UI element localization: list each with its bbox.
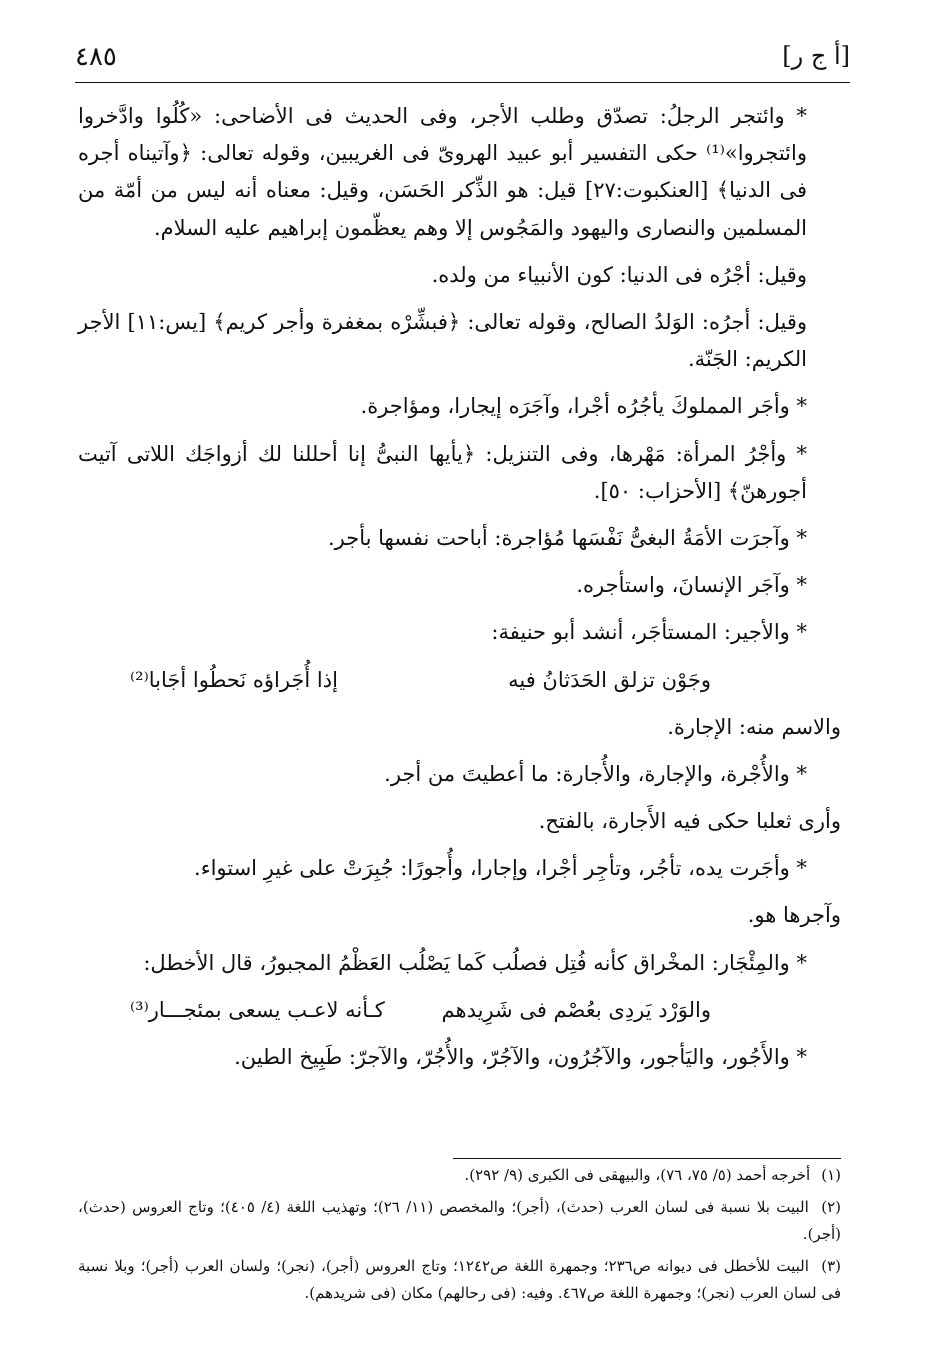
entry-body [78,98,841,1086]
root-heading: [أ ج ر] [782,42,850,70]
footnote-2-text: البيت بلا نسبة فى لسان العرب (حدث)، (أجر)؛ والمخصص (١١/ ٢٦)؛ وتهذيب اللغة (٤/ ٤٠٥)؛ وتاج العروس (حدث)، (أجر). [78,1198,841,1243]
verse-2-second-hemistich: كـأنه لاعـب يسعى بمئجـــار⁽³⁾ [130,997,385,1022]
paragraph-ajar-mamluk: * وأجَر المملوكَ يأجُرُه أجْرا، وآجَرَه إيجارا، ومؤاجرة. [360,394,807,419]
page-number: ٤٨٥ [75,42,117,72]
paragraph-ajar-insan: * وآجَر الإنسانَ، واستأجره. [576,573,807,598]
paragraph-ajr-mar-a: * وأجْرُ المرأة: مَهْرها، وفى التنزيل: ﴿يأيها النبىُّ إنا أحللنا لك أزواجَك اللاتى آتيت أجورهنّ﴾ [الأحزاب: ٥٠]. [78,441,807,503]
paragraph-ajruhu-walad: وقيل: أجرُه: الوَلدُ الصالح، وقوله تعالى: ﴿فبشِّرْه بمغفرة وأجر كريم﴾ [يس:١١] الأجر الكريم: الجَنّة. [78,310,807,372]
verse-1-second-hemistich: إذا أُجَراؤه نَحطُوا أجَابا⁽²⁾ [130,667,338,692]
footnote-1 [78,1162,841,1189]
paragraph-mi-jar: * والمِئْجَار: المخْراق كأنه فُتِل فصلُب كَما يَصْلُب العَظْمُ المجبورُ، قال الأخطل: [143,950,807,975]
paragraph-ietajar: * وائتجر الرجلُ: تصدّق وطلب الأجر، وفى الحديث فى الأضاحى: «كُلُوا وادَّخروا وائتجروا»⁽¹⁾ حكى التفسير أبو عبيد الهروىّ فى الغريبين، وقوله تعالى: ﴿وآتيناه أجره فى الدنيا﴾ [العنكبوت:٢٧] قيل: هو الذِّكر الحَسَن، وقيل: معناه أنه ليس من أمّة من المسلمين والنصارى واليهود والمَجُوس إلا وهم يعظّمون إبراهيم عليه السلام. [78,104,807,240]
footnote-1-number: (١) [821,1166,841,1184]
header-rule [75,82,850,83]
poem-verse-2 [78,992,841,1029]
footnotes [78,1162,841,1312]
page-header [75,42,850,84]
footnote-3-text: البيت للأخطل فى ديوانه ص٢٣٦؛ وجمهرة اللغة ص١٢٤٢؛ وتاج العروس (أجر)، (نجر)؛ ولسان العرب (أجر)؛ وبلا نسبة فى لسان العرب (نجر)؛ وجمهرة اللغة ص٤٦٧. وفيه: (فى رحالهم) مكان (فى شريدهم). [78,1257,841,1302]
paragraph-ajir: * والأجير: المستأجَر، أنشد أبو حنيفة: [491,620,807,645]
paragraph-ajaraha: وآجرها هو. [747,903,841,928]
paragraph-ujra: * والأُجْرة، والإجارة، والأُجارة: ما أعطيتَ من أجر. [384,761,807,786]
paragraph-ajruhu-dunya: وقيل: أجْرُه فى الدنيا: كون الأنبياء من ولده. [431,262,807,287]
poem-verse-1 [78,662,841,699]
footnote-3 [78,1253,841,1307]
footnote-2-number: (٢) [821,1198,842,1216]
paragraph-ajur: * والأَجُور، واليَأجور، والآجُرُون، والآجُرّ، والأُجُرّ، والآجرّ: طَبِيخ الطين. [234,1044,807,1069]
footnote-rule [453,1158,841,1159]
paragraph-ajarat-yad: * وأجَرت يده، تأجُر، وتأجِر أجْرا، وإجارا، وأُجورًا: جُبِرَتْ على غيرِ استواء. [194,856,807,881]
footnote-2 [78,1194,841,1248]
verse-1-first-hemistich: وجَوْن تزلق الحَدَثانُ فيه [508,667,711,692]
footnote-3-number: (٣) [821,1257,841,1275]
footnote-1-text: أخرجه أحمد (٥/ ٧٥، ٧٦)، والبيهقى فى الكبرى (٩/ ٢٩٢). [464,1166,811,1184]
verse-2-first-hemistich: والوَرْد يَردِى بعُصْم فى شَرِيدهم [441,997,711,1022]
paragraph-ajarat-ama: * وآجرَت الأمَةُ البغىُّ نَفْسَها مُؤاجرة: أباحت نفسها بأجر. [327,526,807,551]
paragraph-thalab: وأرى ثعلبا حكى فيه الأَجارة، بالفتح. [538,809,841,834]
paragraph-ism: والاسم منه: الإجارة. [667,714,841,739]
